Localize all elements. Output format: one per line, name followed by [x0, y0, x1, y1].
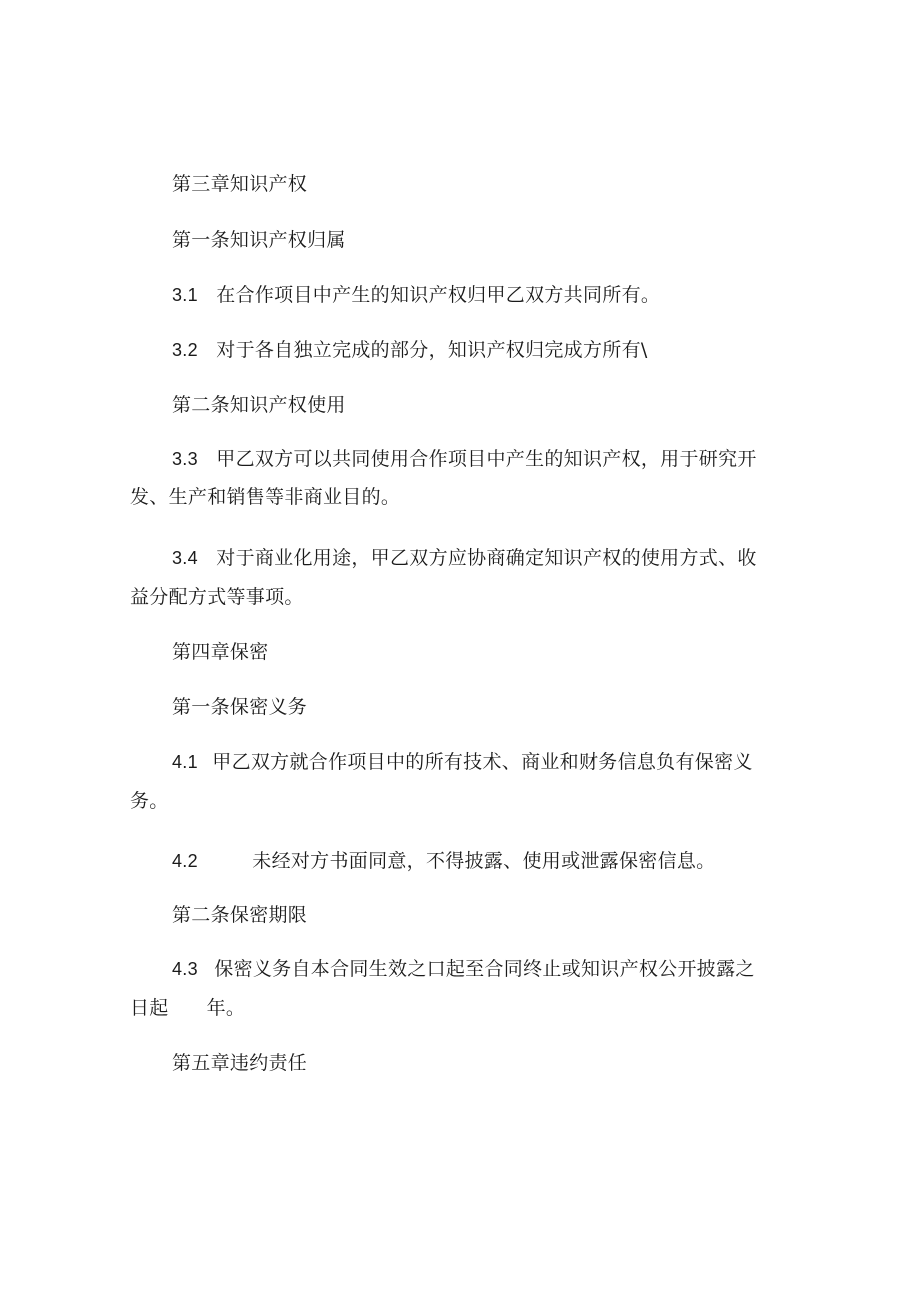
clause-3-2-text: 对于各自独立完成的部分，知识产权归完成方所有\ [216, 339, 648, 361]
clause-4-2 [172, 850, 715, 872]
clause-3-1-number: 3.1 [172, 285, 198, 305]
clause-3-4-text-1: 对于商业化用途，甲乙双方应协商确定知识产权的使用方式、收 [216, 547, 757, 569]
clause-4-3-text-2b: 年。 [206, 997, 246, 1019]
clause-3-3-text-1: 甲乙双方可以共同使用合作项目中产生的知识产权，用于研究开 [216, 448, 757, 470]
clause-4-2-number: 4.2 [172, 851, 198, 871]
clause-4-3-line-1 [172, 958, 755, 980]
clause-3-1 [172, 284, 660, 306]
clause-3-2-number: 3.2 [172, 340, 198, 360]
clause-4-3-line-2 [130, 997, 245, 1019]
clause-4-1-line-1 [172, 751, 753, 773]
clause-3-3-text-2: 发、生产和销售等非商业目的。 [130, 486, 401, 508]
clause-4-1-number: 4.1 [172, 752, 198, 772]
clause-3-2 [172, 339, 648, 361]
clause-4-3-text-1: 保密义务自本合同生效之口起至合同终止或知识产权公开披露之 [214, 958, 755, 980]
chapter-5-title: 第五章违约责任 [172, 1052, 308, 1074]
clause-3-1-text: 在合作项目中产生的知识产权归甲乙双方共同所有。 [216, 284, 661, 306]
clause-3-4-line-1 [172, 547, 757, 569]
clause-4-3-text-2a: 日起 [130, 997, 169, 1019]
article-2-title: 第二条知识产权使用 [172, 394, 346, 416]
chapter-3-title: 第三章知识产权 [172, 173, 308, 195]
clause-4-3-number: 4.3 [172, 959, 198, 979]
article-2b-title: 第二条保密期限 [172, 904, 308, 926]
clause-3-3-number: 3.3 [172, 449, 198, 469]
article-1b-title: 第一条保密义务 [172, 696, 308, 718]
clause-4-1-text-2: 务。 [130, 790, 169, 812]
article-1-title: 第一条知识产权归属 [172, 229, 346, 251]
clause-3-4-text-2: 益分配方式等事项。 [130, 586, 304, 608]
clause-3-3-line-1 [172, 448, 757, 470]
clause-3-4-number: 3.4 [172, 548, 198, 568]
clause-4-2-text: 未经对方书面同意，不得披露、使用或泄露保密信息。 [252, 850, 716, 872]
chapter-4-title: 第四章保密 [172, 641, 269, 663]
clause-4-1-text-1: 甲乙双方就合作项目中的所有技术、商业和财务信息负有保密义 [212, 751, 753, 773]
